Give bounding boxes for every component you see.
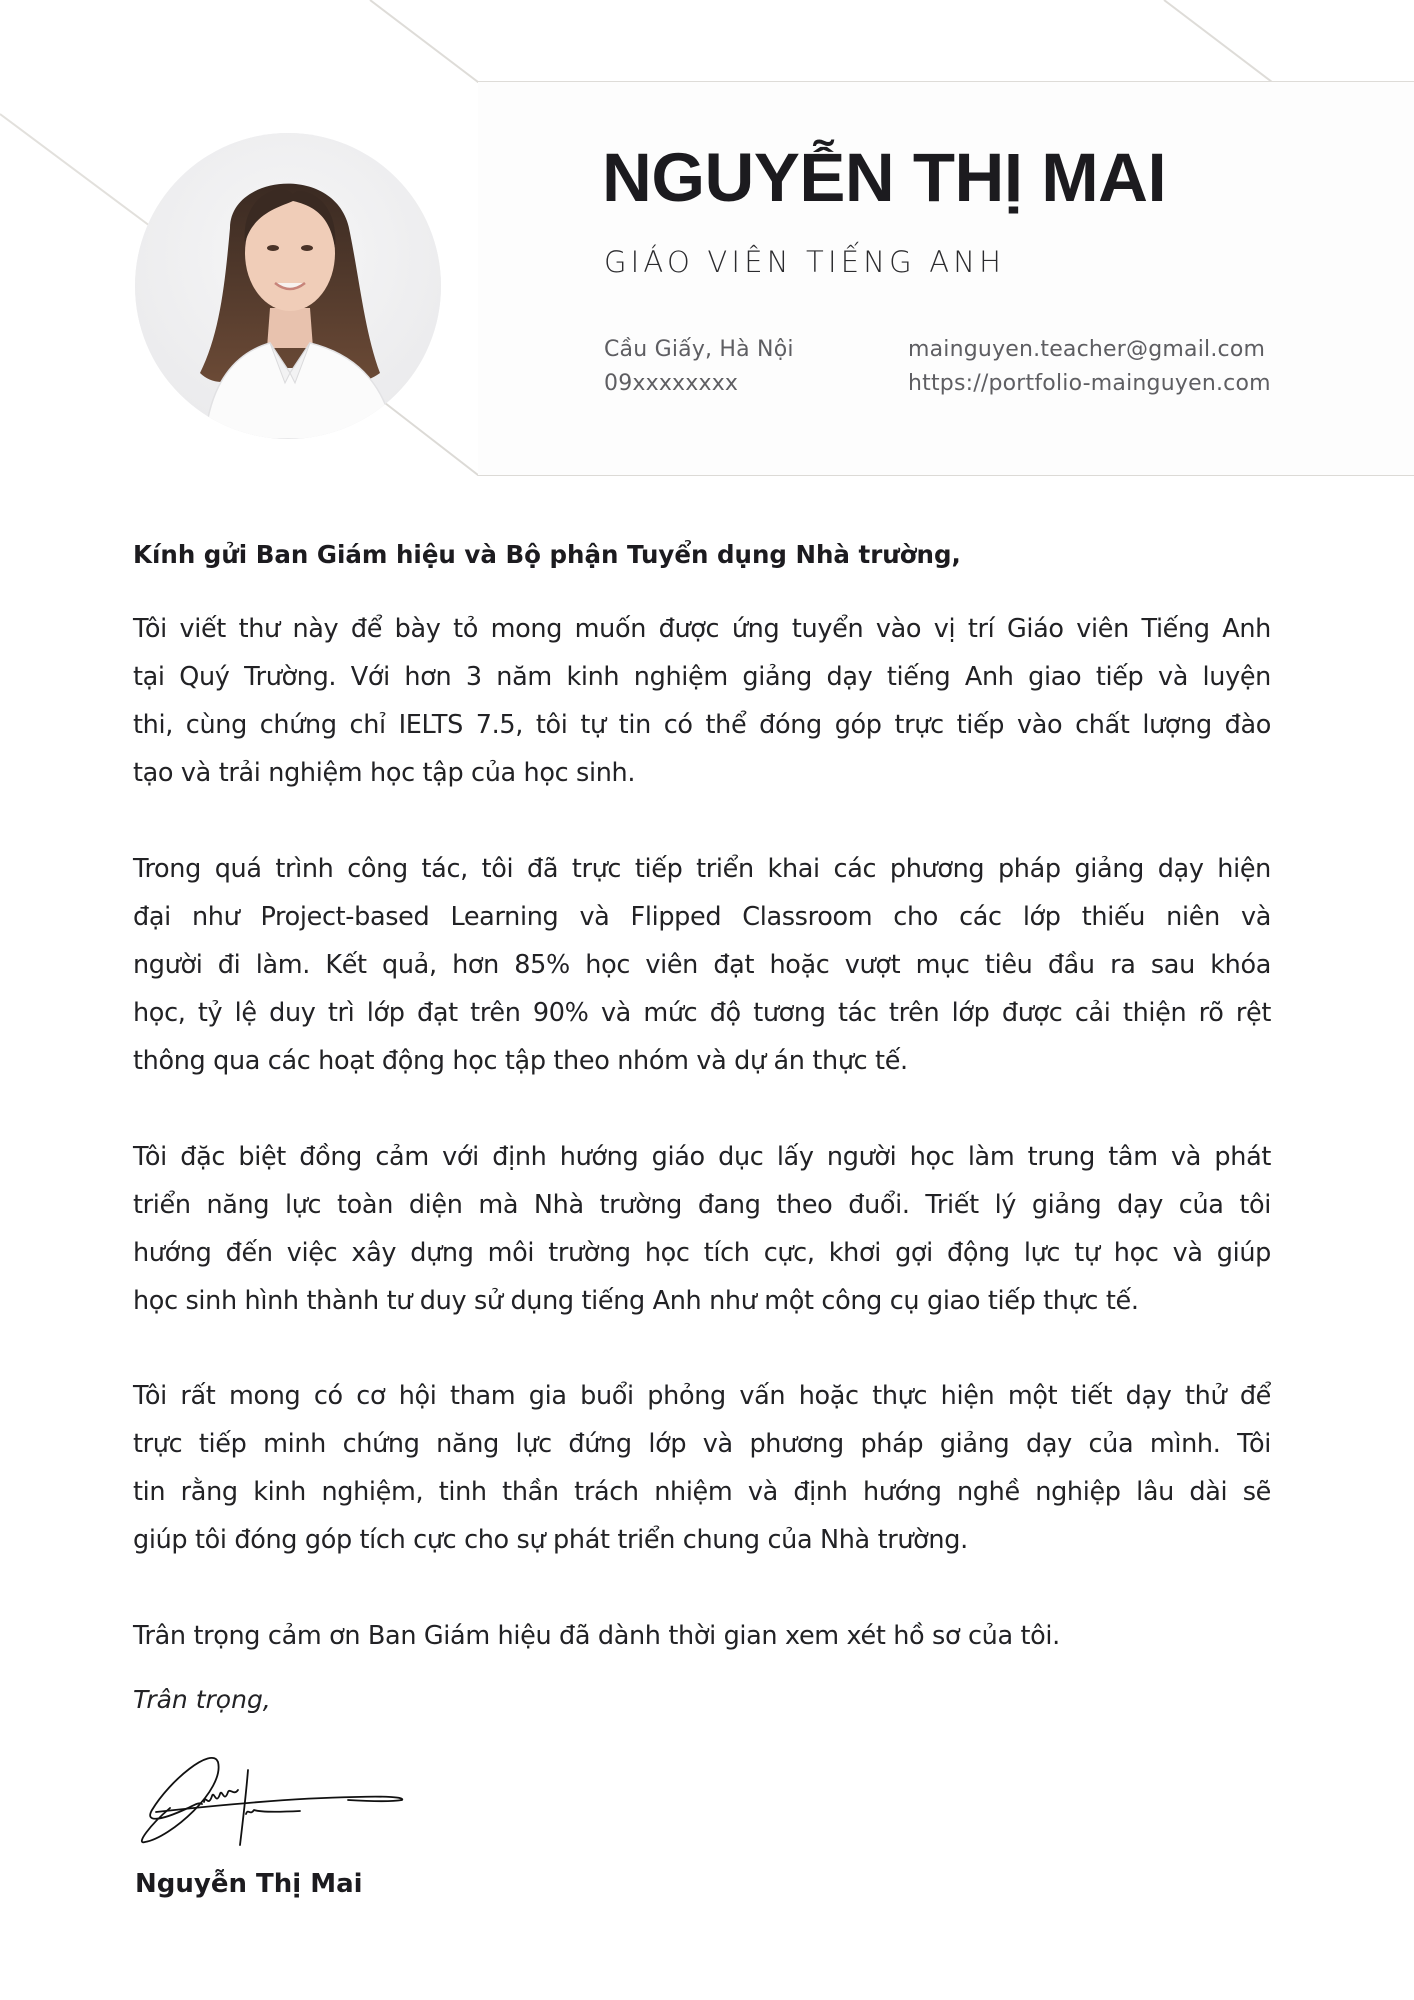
paragraph-line: trực tiếp minh chứng năng lực đứng lớp và phương pháp giảng dạy của mình. Tôi <box>133 1429 1271 1459</box>
signature-image <box>130 1750 420 1850</box>
letter-greeting: Kính gửi Ban Giám hiệu và Bộ phận Tuyển dụng Nhà trường, <box>133 540 961 569</box>
paragraph-line: học sinh hình thành tư duy sử dụng tiếng Anh như một công cụ giao tiếp thực tế. <box>133 1286 1139 1316</box>
paragraph-line: Tôi rất mong có cơ hội tham gia buổi phỏng vấn hoặc thực hiện một tiết dạy thử để <box>133 1381 1271 1411</box>
letter-body <box>133 535 1271 1651</box>
paragraph-line: Tôi đặc biệt đồng cảm với định hướng giáo dục lấy người học làm trung tâm và phát <box>133 1142 1271 1172</box>
letter-closing: Trân trọng, <box>133 1685 271 1714</box>
paragraph-line: tin rằng kinh nghiệm, tinh thần trách nhiệm và định hướng nghề nghiệp lâu dài sẽ <box>133 1477 1271 1507</box>
paragraph-4 <box>133 1372 1271 1564</box>
paragraph-1 <box>133 605 1271 797</box>
paragraph-line: thi, cùng chứng chỉ IELTS 7.5, tôi tự tin có thể đóng góp trực tiếp vào chất lượng đào <box>133 710 1271 740</box>
paragraph-line: hướng đến việc xây dựng môi trường học tích cực, khơi gợi động lực tự học và giúp <box>133 1238 1271 1268</box>
paragraph-line: học, tỷ lệ duy trì lớp đạt trên 90% và mức độ tương tác trên lớp được cải thiện rõ rệt <box>133 998 1271 1028</box>
signer-name: Nguyễn Thị Mai <box>135 1869 363 1899</box>
contact-email[interactable]: mainguyen.teacher@gmail.com <box>908 337 1266 362</box>
paragraph-line: tạo và trải nghiệm học tập của học sinh. <box>133 758 636 788</box>
portrait-image <box>135 133 441 439</box>
paragraph-thanks <box>133 1612 1271 1660</box>
paragraph-3 <box>133 1133 1271 1325</box>
paragraph-line: thông qua các hoạt động học tập theo nhóm và dự án thực tế. <box>133 1046 908 1076</box>
paragraph-line: đại như Project-based Learning và Flipped Classroom cho các lớp thiếu niên và <box>133 902 1271 932</box>
applicant-name: NGUYỄN THỊ MAI <box>602 139 1167 216</box>
profile-photo <box>135 133 441 439</box>
paragraph-line: Trân trọng cảm ơn Ban Giám hiệu đã dành thời gian xem xét hồ sơ của tôi. <box>133 1621 1060 1651</box>
contact-website[interactable]: https://portfolio-mainguyen.com <box>908 371 1271 396</box>
contact-column-right <box>908 333 1271 401</box>
paragraph-line: triển năng lực toàn diện mà Nhà trường đang theo đuổi. Triết lý giảng dạy của tôi <box>133 1190 1271 1220</box>
paragraph-2 <box>133 845 1271 1085</box>
paragraph-line: người đi làm. Kết quả, hơn 85% học viên đạt hoặc vượt mục tiêu đầu ra sau khóa <box>133 950 1271 980</box>
paragraph-line: giúp tôi đóng góp tích cực cho sự phát triển chung của Nhà trường. <box>133 1525 968 1555</box>
paragraph-line: tại Quý Trường. Với hơn 3 năm kinh nghiệm giảng dạy tiếng Anh giao tiếp và luyện <box>133 662 1271 692</box>
paragraph-line: Tôi viết thư này để bày tỏ mong muốn được ứng tuyển vào vị trí Giáo viên Tiếng Anh <box>133 614 1271 644</box>
contact-location: Cầu Giấy, Hà Nội <box>604 337 794 362</box>
job-title: GIÁO VIÊN TIẾNG ANH <box>604 245 1006 279</box>
contact-phone[interactable]: 09xxxxxxxx <box>604 371 739 396</box>
contact-column-left <box>604 333 794 401</box>
paragraph-line: Trong quá trình công tác, tôi đã trực tiếp triển khai các phương pháp giảng dạy hiện <box>133 854 1271 884</box>
